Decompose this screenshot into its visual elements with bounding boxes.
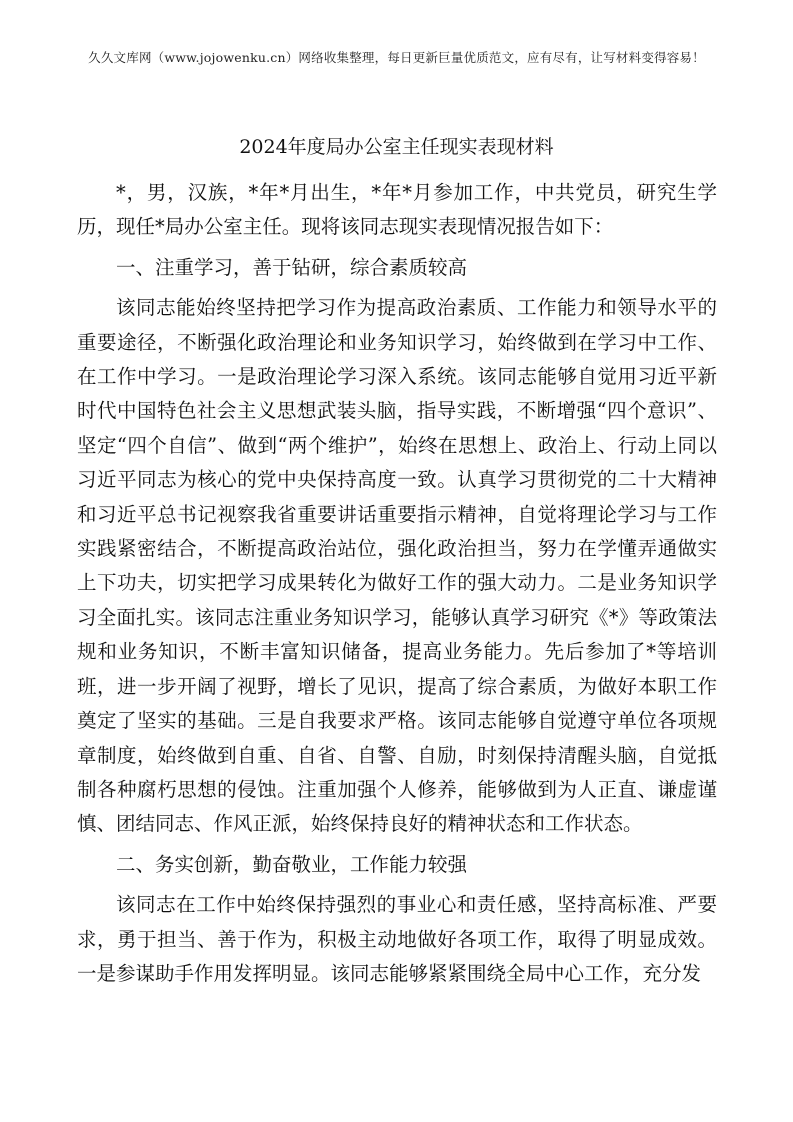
intro-paragraph: *，男，汉族，*年*月出生，*年*月参加工作，中共党员，研究生学历，现任*局办公室主任。现将该同志现实表现情况报告如下： (77, 181, 717, 239)
section-heading-1: 一、注重学习，善于钻研，综合素质较高 (116, 255, 468, 279)
header-note: 久久文库网（www.jojowenku.cn）网络收集整理，每日更新巨量优质范文，应有尽有，让写材料变得容易！ (88, 50, 705, 65)
section-1-paragraph: 该同志能始终坚持把学习作为提高政治素质、工作能力和领导水平的重要途径，不断强化政治理论和业务知识学习，始终做到在学习中工作、在工作中学习。一是政治理论学习深入系统。该同志能够自觉用习近平新时代中国特色社会主义思想武装头脑，指导实践，不断增强“四个意识”、坚定“四个自信”、做到“两个维护”，始终在思想上、政治上、行动上同以习近平同志为核心的党中央保持高度一致。认真学习贯彻党的二十大精神和习近平总书记视察我省重要讲话重要指示精神，自觉将理论学习与工作实践紧密结合，不断提高政治站位，强化政治担当，努力在学懂弄通做实上下功夫，切实把学习成果转化为做好工作的强大动力。二是业务知识学习全面扎实。该同志注重业务知识学习，能够认真学习研究《*》等政策法规和业务知识，不断丰富知识储备，提高业务能力。先后参加了*等培训班，进一步开阔了视野，增长了见识，提高了综合素质，为做好本职工作奠定了坚实的基础。三是自我要求严格。该同志能够自觉遵守单位各项规章制度，始终做到自重、自省、自警、自励，时刻保持清醒头脑，自觉抵制各种腐朽思想的侵蚀。注重加强个人修养，能够做到为人正直、谦虚谨慎、团结同志、作风正派，始终保持良好的精神状态和工作状态。 (77, 296, 717, 836)
section-2-paragraph: 该同志在工作中始终保持强烈的事业心和责任感，坚持高标准、严要求，勇于担当、善于作为，积极主动地做好各项工作，取得了明显成效。一是参谋助手作用发挥明显。该同志能够紧紧围绕全局中心工作，充分发 (77, 893, 717, 985)
section-heading-2: 二、务实创新，勤奋敬业，工作能力较强 (116, 852, 468, 876)
document-body (77, 176, 717, 991)
document-title: 2024年度局办公室主任现实表现材料 (239, 136, 554, 158)
